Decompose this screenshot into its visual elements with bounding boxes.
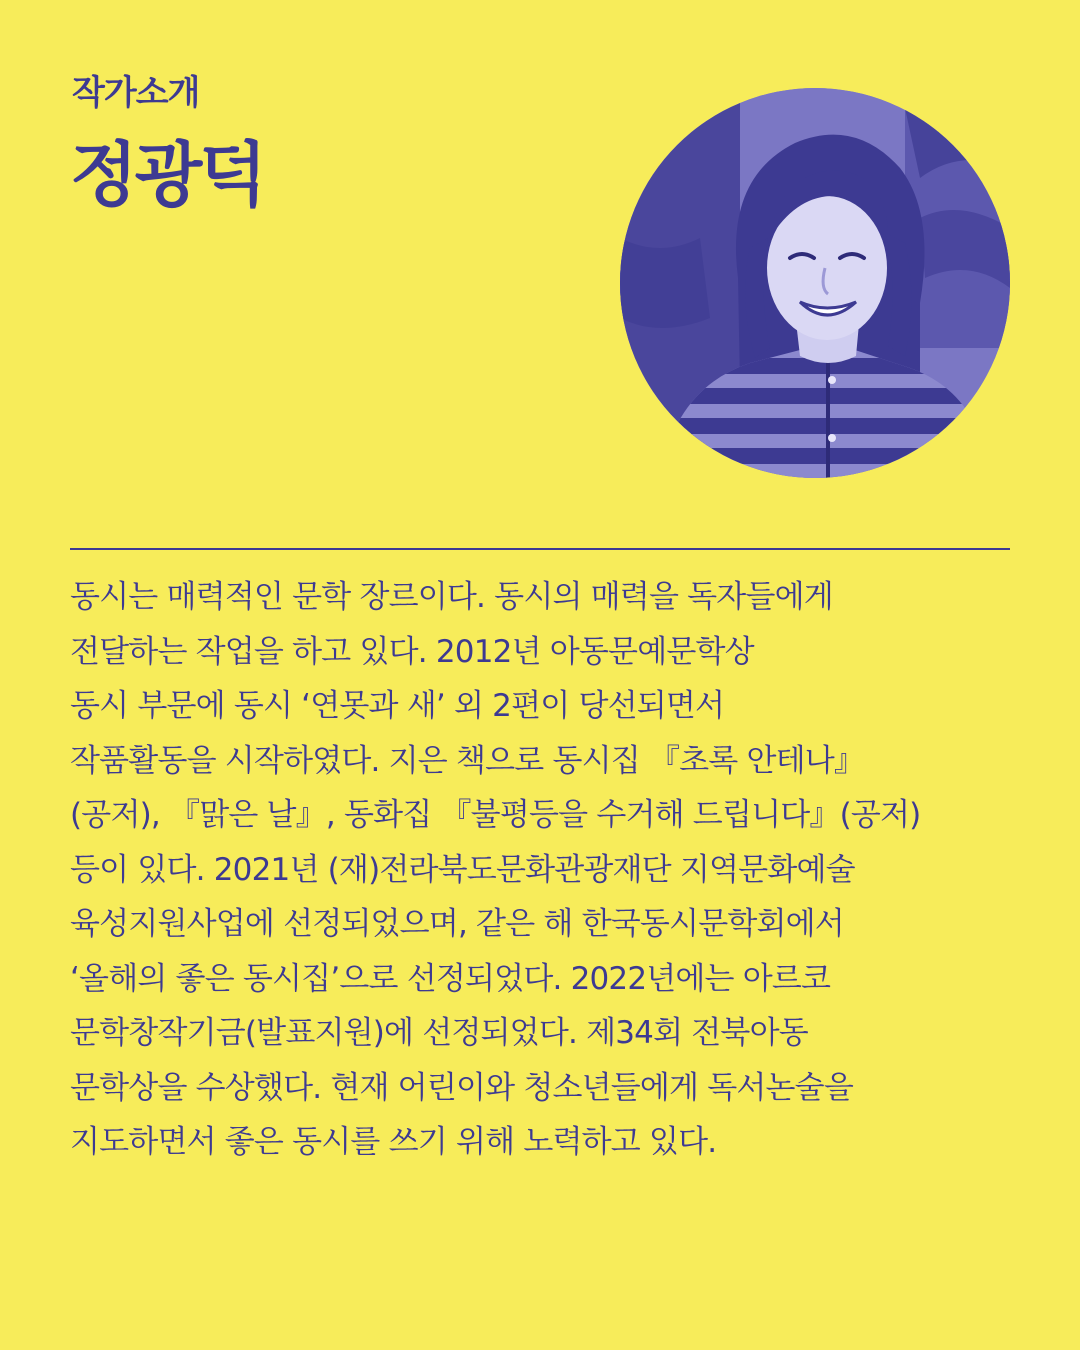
bio-line: ‘올해의 좋은 동시집’으로 선정되었다. 2022년에는 아르코 [70, 960, 831, 997]
author-name: 정광덕 [70, 134, 264, 216]
section-kicker: 작가소개 [72, 73, 200, 113]
author-portrait [620, 88, 1010, 478]
bio-line: 동시 부문에 동시 ‘연못과 새’ 외 2편이 당선되면서 [70, 688, 725, 724]
author-bio [70, 570, 1010, 1170]
bio-line: 지도하면서 좋은 동시를 쓰기 위해 노력하고 있다. [70, 1124, 717, 1160]
bio-line: 동시는 매력적인 문학 장르이다. 동시의 매력을 독자들에게 [70, 579, 833, 615]
bio-line: 등이 있다. 2021년 (재)전라북도문화관광재단 지역문화예술 [70, 851, 855, 888]
bio-line: 전달하는 작업을 하고 있다. 2012년 아동문예문학상 [70, 633, 754, 670]
bio-line: 문학상을 수상했다. 현재 어린이와 청소년들에게 독서논술을 [70, 1069, 853, 1106]
bio-line: 작품활동을 시작하였다. 지은 책으로 동시집 『초록 안테나』 [70, 742, 865, 779]
bio-line: 육성지원사업에 선정되었으며, 같은 해 한국동시문학회에서 [70, 906, 844, 942]
bio-line: (공저), 『맑은 날』, 동화집 『불평등을 수거해 드립니다』(공저) [70, 797, 921, 833]
section-divider [70, 548, 1010, 550]
bio-line: 문학창작기금(발표지원)에 선정되었다. 제34회 전북아동 [70, 1015, 808, 1051]
portrait-photo-icon [620, 88, 1010, 478]
